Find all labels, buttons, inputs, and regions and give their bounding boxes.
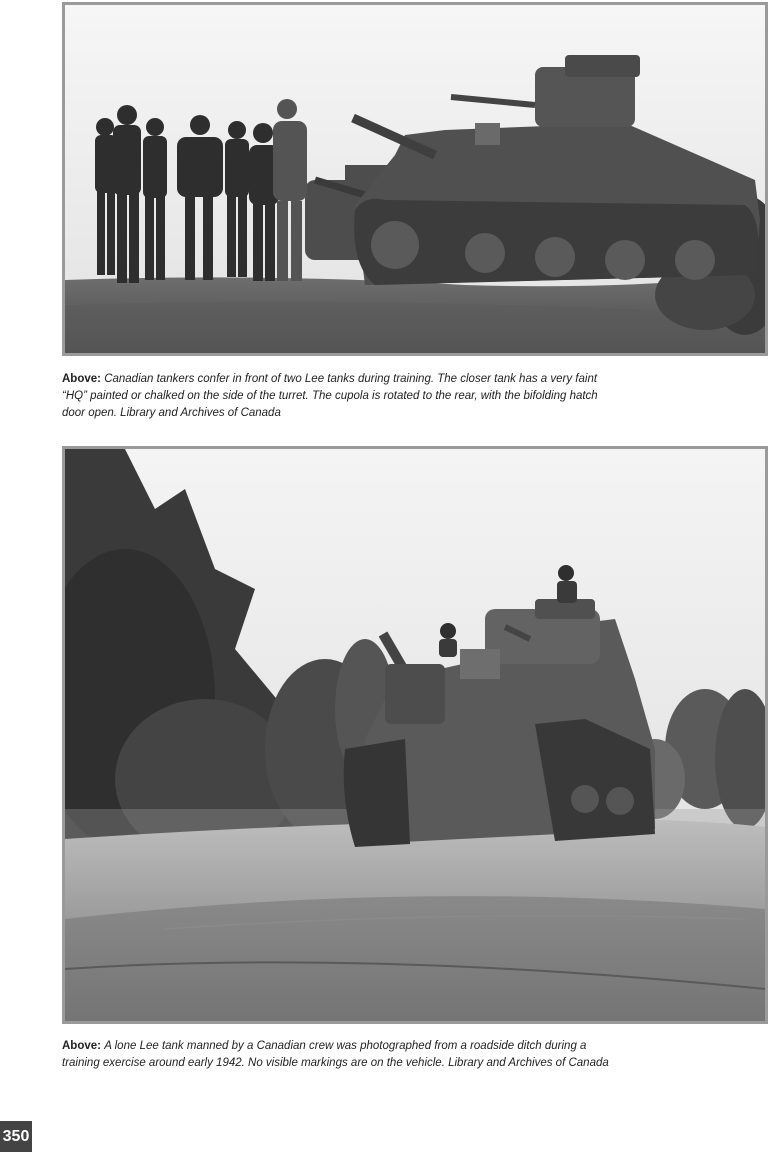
caption-text: A lone Lee tank manned by a Canadian crew was photographed from a roadside ditch during a training exercise around early 1942. No visible markings are on the vehicle. Library and Archives of Canada bbox=[62, 1040, 609, 1069]
photo-caption-1 bbox=[62, 371, 622, 422]
page-number: 350 bbox=[0, 1121, 32, 1152]
photo-2-illustration bbox=[65, 449, 765, 1021]
caption-text: Canadian tankers confer in front of two Lee tanks during training. The closer tank has a very faint “HQ” painted or chalked on the side of the turret. The cupola is rotated to the rear, with the bifolding hatch door open. Library and Archives of Canada bbox=[62, 373, 598, 419]
caption-lead: Above: bbox=[62, 1040, 101, 1052]
photo-1-illustration bbox=[65, 5, 765, 353]
photo-tankers-and-lee-tanks bbox=[62, 2, 768, 356]
photo-caption-2 bbox=[62, 1038, 622, 1072]
caption-lead: Above: bbox=[62, 373, 101, 385]
photo-lone-lee-tank bbox=[62, 446, 768, 1024]
